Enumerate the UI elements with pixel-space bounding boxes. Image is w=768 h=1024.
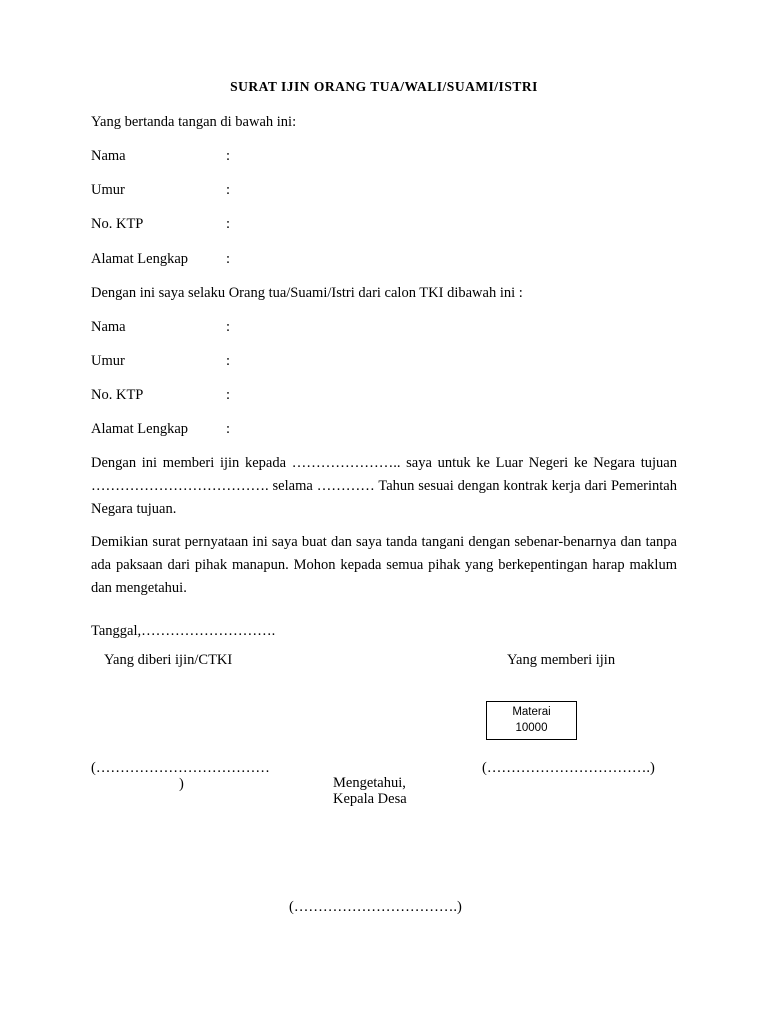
candidate-address-colon: : [226, 421, 231, 437]
stamp-label: Materai [512, 706, 551, 718]
receiver-name-close: ) [179, 776, 184, 792]
stamp-duty-box [486, 701, 577, 740]
candidate-age-label: Umur [91, 353, 125, 369]
signer-address-colon: : [226, 251, 231, 267]
giver-label: Yang memberi ijin [507, 652, 616, 668]
date-line: Tanggal,………………………. [91, 623, 276, 639]
receiver-name-line: (……………………………… [91, 760, 270, 776]
village-head-label: Kepala Desa [333, 791, 407, 807]
candidate-name-label: Nama [91, 319, 126, 335]
stamp-value: 10000 [515, 722, 548, 734]
signer-address-label: Alamat Lengkap [91, 251, 189, 267]
candidate-name-colon: : [226, 319, 231, 335]
signer-name-colon: : [226, 148, 231, 164]
acknowledged-label: Mengetahui, [333, 775, 406, 791]
signer-ktp-label: No. KTP [91, 216, 144, 232]
signer-age-colon: : [226, 182, 231, 198]
document-title: SURAT IJIN ORANG TUA/WALI/SUAMI/ISTRI [230, 79, 538, 94]
candidate-age-colon: : [226, 353, 231, 369]
intro-text: Yang bertanda tangan di bawah ini: [91, 114, 297, 130]
signer-age-label: Umur [91, 182, 125, 198]
signer-name-label: Nama [91, 148, 126, 164]
candidate-ktp-label: No. KTP [91, 387, 144, 403]
village-head-name-line: (…………………………….) [289, 899, 462, 915]
candidate-ktp-colon: : [226, 387, 231, 403]
candidate-intro-text: Dengan ini saya selaku Orang tua/Suami/Istri dari calon TKI dibawah ini : [91, 285, 523, 301]
signer-ktp-colon: : [226, 216, 231, 232]
receiver-label: Yang diberi ijin/CTKI [104, 652, 233, 668]
permission-paragraph: Dengan ini memberi ijin kepada ………………….. saya untuk ke Luar Negeri ke Negara tujuan ………………………………. selama ………… Tahun sesuai dengan kontrak kerja dari Pemerintah Negara tujuan. [91, 455, 677, 517]
closing-paragraph: Demikian surat pernyataan ini saya buat dan saya tanda tangani dengan sebenar-benarnya dan tanpa ada paksaan dari pihak manapun. Mohon kepada semua pihak yang berkepentingan harap maklum dan mengetahui. [91, 534, 677, 596]
candidate-address-label: Alamat Lengkap [91, 421, 189, 437]
giver-name-line: (…………………………….) [482, 760, 655, 776]
